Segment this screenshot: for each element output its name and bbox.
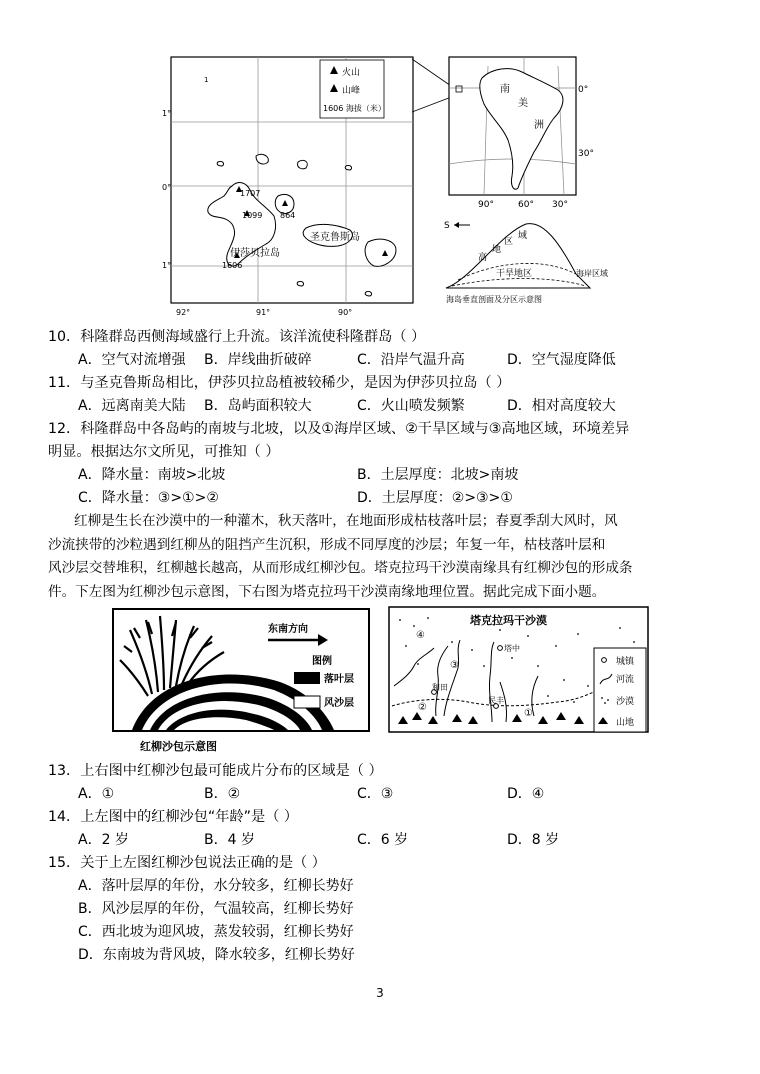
profile-dir-s: S <box>444 221 450 231</box>
q10-stem: 10．科隆群岛西侧海域盛行上升流。该洋流使科隆群岛（ ） <box>48 329 426 345</box>
q15-stem: 15．关于上左图红柳沙包说法正确的是（ ） <box>48 855 326 871</box>
island-label-santa-cruz: 圣克鲁斯岛 <box>310 232 360 243</box>
q12-option-b: B．土层厚度：北坡>南坡 <box>357 467 519 483</box>
town-minfeng: 民丰 <box>488 696 504 705</box>
inset-label-nan: 南 <box>500 84 510 95</box>
q12-stem-line2: 明显。根据达尔文所见，可推知（ ） <box>48 444 280 460</box>
direction-label: 东南方向 <box>268 624 308 635</box>
q11-option-c: C．火山喷发频繁 <box>357 398 465 414</box>
elev-1099: 1099 <box>242 211 263 220</box>
inset-lon-30: 30° <box>552 200 568 210</box>
profile-zone-qu: 区 <box>504 237 514 247</box>
legend-volcano: 火山 <box>342 68 361 78</box>
passage-line-2: 沙流挟带的沙粒遇到红柳丛的阻挡产生沉积，形成不同厚度的沙层；年复一年，枯枝落叶层和 <box>48 536 606 553</box>
passage <box>48 510 710 604</box>
sand-mound-diagram <box>112 608 372 756</box>
passage-line-1: 红柳是生长在沙漠中的一种灌木，秋天落叶，在地面形成枯枝落叶层；春夏季刮大风时，风 <box>74 513 618 529</box>
passage-line-4: 件。下左图为红柳沙包示意图，下右图为塔克拉玛干沙漠南缘地理位置。据此完成下面小题。 <box>48 583 606 600</box>
inset-lon-90: 90° <box>478 200 494 210</box>
profile-zone-yu: 域 <box>518 231 528 241</box>
q13-option-c: C．③ <box>357 786 394 802</box>
q11-stem: 11．与圣克鲁斯岛相比，伊莎贝拉岛植被较稀少，是因为伊莎贝拉岛（ ） <box>48 375 511 391</box>
q14-option-b: B．4 岁 <box>204 832 255 848</box>
lat-label-0: 0° <box>162 183 172 192</box>
q14-option-c: C．6 岁 <box>357 832 409 848</box>
elev-864: 864 <box>280 211 296 220</box>
profile-zone-coast: 海岸区域 <box>576 269 608 278</box>
q13-option-b: B．② <box>204 786 241 802</box>
taklamakan-map <box>388 606 650 734</box>
q12-stem-line1: 12．科隆群岛中各岛屿的南坡与北坡，以及①海岸区域、②干旱区域与③高地区域，环境差异 <box>48 421 630 437</box>
profile-zone-gao: 高 <box>478 253 488 263</box>
diagram-caption: 红柳沙包示意图 <box>140 740 217 753</box>
inset-lon-60: 60° <box>518 200 534 210</box>
region-mark-1: ① <box>524 708 533 719</box>
q13-stem: 13．上右图中红柳沙包最可能成片分布的区域是（ ） <box>48 763 383 779</box>
q10-option-c: C．沿岸气温升高 <box>357 352 465 368</box>
q15-option-d: D．东南坡为背风坡，降水较多，红柳长势好 <box>78 947 355 963</box>
legend-mountain: 山地 <box>616 718 635 728</box>
q13-option-a: A．① <box>78 786 115 802</box>
legend-title: 图例 <box>312 656 332 667</box>
profile-zone-di: 地 <box>492 245 502 255</box>
legend-sand-layer: 风沙层 <box>324 698 354 709</box>
profile-zone-dry: 干旱地区 <box>496 269 533 279</box>
legend-town: 城镇 <box>616 657 635 667</box>
q15-option-b: B．风沙层厚的年份，气温较高，红柳长势好 <box>78 901 354 917</box>
q13-option-d: D．④ <box>507 786 545 802</box>
q14-stem: 14．上左图中的红柳沙包“年龄”是（ ） <box>48 809 299 825</box>
passage-line-3: 风沙层交替堆积，红柳越长越高，从而形成红柳沙包。塔克拉玛干沙漠南缘具有红柳沙包的形成条 <box>48 560 633 576</box>
legend-elevation: 1606 海拔（米） <box>323 104 386 113</box>
inset-lat-0: 0° <box>578 85 589 95</box>
q15-option-a: A．落叶层厚的年份，水分较多，红柳长势好 <box>78 878 354 894</box>
south-america-inset <box>448 56 598 214</box>
inset-label-zhou: 洲 <box>534 120 544 131</box>
town-tazhong: 塔中 <box>504 644 520 653</box>
island-profile-diagram <box>440 214 610 310</box>
region-mark-2: ② <box>418 702 427 713</box>
q12-option-a: A．降水量：南坡>北坡 <box>78 467 226 483</box>
lon-label-91: 91° <box>256 308 271 317</box>
lat-label-1s: 1° <box>162 261 172 270</box>
legend-river: 河流 <box>616 675 635 685</box>
q14-option-a: A．2 岁 <box>78 832 129 848</box>
inset-label-mei: 美 <box>518 98 528 109</box>
map-title: 塔克拉玛干沙漠 <box>470 614 547 627</box>
profile-caption: 海岛垂直剖面及分区示意图 <box>446 295 542 304</box>
q11-option-a: A．远离南美大陆 <box>78 398 186 414</box>
town-hetian: 和田 <box>432 683 448 692</box>
q15-option-c: C．西北坡为迎风坡，蒸发较弱，红柳长势好 <box>78 924 354 940</box>
lon-label-92: 92° <box>176 308 191 317</box>
elev-1707: 1707 <box>240 189 261 198</box>
page-number: 3 <box>376 986 384 1000</box>
legend-peak: 山峰 <box>342 86 361 96</box>
legend-desert: 沙漠 <box>616 697 635 707</box>
island-label-isabela: 伊莎贝拉岛 <box>230 248 280 259</box>
legend-leaf-layer: 落叶层 <box>324 674 354 685</box>
q12-option-d: D．土层厚度：②>③>① <box>357 490 513 506</box>
q12-option-c: C．降水量：③>①>② <box>78 490 219 506</box>
lon-label-90: 90° <box>338 308 353 317</box>
region-mark-3: ③ <box>450 660 459 671</box>
inset-lat-30: 30° <box>578 149 594 159</box>
q10-option-d: D．空气湿度降低 <box>507 352 616 368</box>
q10-option-b: B．岸线曲折破碎 <box>204 352 312 368</box>
region-mark-4: ④ <box>416 630 425 641</box>
q11-option-d: D．相对高度较大 <box>507 398 616 414</box>
q10-option-a: A．空气对流增强 <box>78 352 186 368</box>
q14-option-d: D．8 岁 <box>507 832 560 848</box>
lat-label-1n: 1° <box>162 109 172 118</box>
dot-mark: 1 <box>204 76 209 84</box>
galapagos-map <box>162 56 415 317</box>
elev-1606: 1606 <box>222 261 243 270</box>
q11-option-b: B．岛屿面积较大 <box>204 398 312 414</box>
